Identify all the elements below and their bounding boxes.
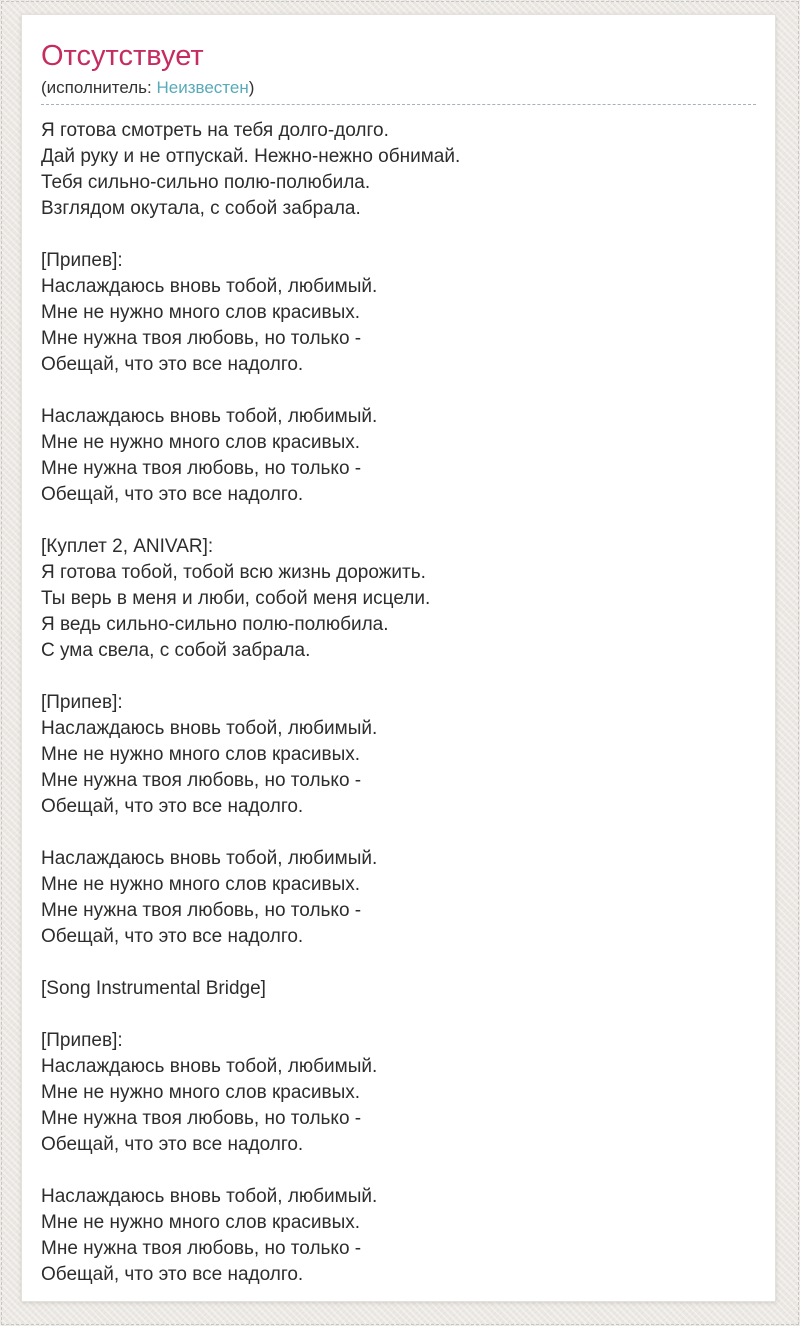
lyrics-line: Я ведь сильно-сильно полю-полюбила. xyxy=(41,613,389,635)
lyrics-line: Наслаждаюсь вновь тобой, любимый. xyxy=(41,717,378,739)
lyrics-line: Мне нужна твоя любовь, но только - xyxy=(41,327,362,349)
lyrics-line: Мне нужна твоя любовь, но только - xyxy=(41,899,362,921)
lyrics-line: Наслаждаюсь вновь тобой, любимый. xyxy=(41,847,378,869)
artist-label-prefix: (исполнитель: xyxy=(41,78,157,98)
lyrics-line: Наслаждаюсь вновь тобой, любимый. xyxy=(41,275,378,297)
lyrics-line xyxy=(41,508,756,534)
artist-link[interactable]: Неизвестен xyxy=(156,78,249,98)
lyrics-line: С ума свела, с собой забрала. xyxy=(41,639,311,661)
lyrics-line: Наслаждаюсь вновь тобой, любимый. xyxy=(41,1055,378,1077)
artist-line xyxy=(41,78,756,98)
lyrics-line xyxy=(41,664,756,690)
lyrics-line xyxy=(41,820,756,846)
lyrics-line: Я готова смотреть на тебя долго-долго. xyxy=(41,119,389,141)
lyrics-line: Обещай, что это все надолго. xyxy=(41,1133,304,1155)
lyrics-line: [Song Instrumental Bridge] xyxy=(41,977,266,999)
lyrics-line: Мне не нужно много слов красивых. xyxy=(41,1211,361,1233)
lyrics-line: Обещай, что это все надолго. xyxy=(41,795,304,817)
lyrics-line xyxy=(41,1158,756,1184)
lyrics-line xyxy=(41,1002,756,1028)
lyrics-line: Мне не нужно много слов красивых. xyxy=(41,743,361,765)
lyrics-line: Мне нужна твоя любовь, но только - xyxy=(41,769,362,791)
lyrics-text xyxy=(41,118,756,1288)
lyrics-line: Я готова тобой, тобой всю жизнь дорожить. xyxy=(41,561,426,583)
lyrics-line: Обещай, что это все надолго. xyxy=(41,1263,304,1285)
lyrics-line: Обещай, что это все надолго. xyxy=(41,353,304,375)
lyrics-line: Мне нужна твоя любовь, но только - xyxy=(41,1237,362,1259)
song-header xyxy=(41,41,756,105)
lyrics-line: Мне не нужно много слов красивых. xyxy=(41,301,361,323)
lyrics-line: Мне нужна твоя любовь, но только - xyxy=(41,457,362,479)
lyrics-line: [Припев]: xyxy=(41,691,123,713)
lyrics-line: Мне нужна твоя любовь, но только - xyxy=(41,1107,362,1129)
lyrics-line: Ты верь в меня и люби, собой меня исцели. xyxy=(41,587,431,609)
lyrics-line: Взглядом окутала, с собой забрала. xyxy=(41,197,361,219)
artist-label-suffix: ) xyxy=(248,78,255,98)
lyrics-line: Дай руку и не отпускай. Нежно-нежно обнимай. xyxy=(41,145,461,167)
lyrics-line: Наслаждаюсь вновь тобой, любимый. xyxy=(41,405,378,427)
song-title: Отсутствует xyxy=(41,40,204,72)
lyrics-line: [Куплет 2, ANIVAR]: xyxy=(41,535,214,557)
lyrics-line: Наслаждаюсь вновь тобой, любимый. xyxy=(41,1185,378,1207)
lyrics-line: Мне не нужно много слов красивых. xyxy=(41,431,361,453)
lyrics-line: [Припев]: xyxy=(41,1029,123,1051)
lyrics-line xyxy=(41,950,756,976)
lyrics-card xyxy=(21,14,776,1302)
lyrics-line: Мне не нужно много слов красивых. xyxy=(41,1081,361,1103)
lyrics-line: Тебя сильно-сильно полю-полюбила. xyxy=(41,171,371,193)
lyrics-line xyxy=(41,378,756,404)
lyrics-line: Обещай, что это все надолго. xyxy=(41,925,304,947)
lyrics-line: [Припев]: xyxy=(41,249,123,271)
lyrics-line: Обещай, что это все надолго. xyxy=(41,483,304,505)
lyrics-line: Мне не нужно много слов красивых. xyxy=(41,873,361,895)
lyrics-line xyxy=(41,222,756,248)
